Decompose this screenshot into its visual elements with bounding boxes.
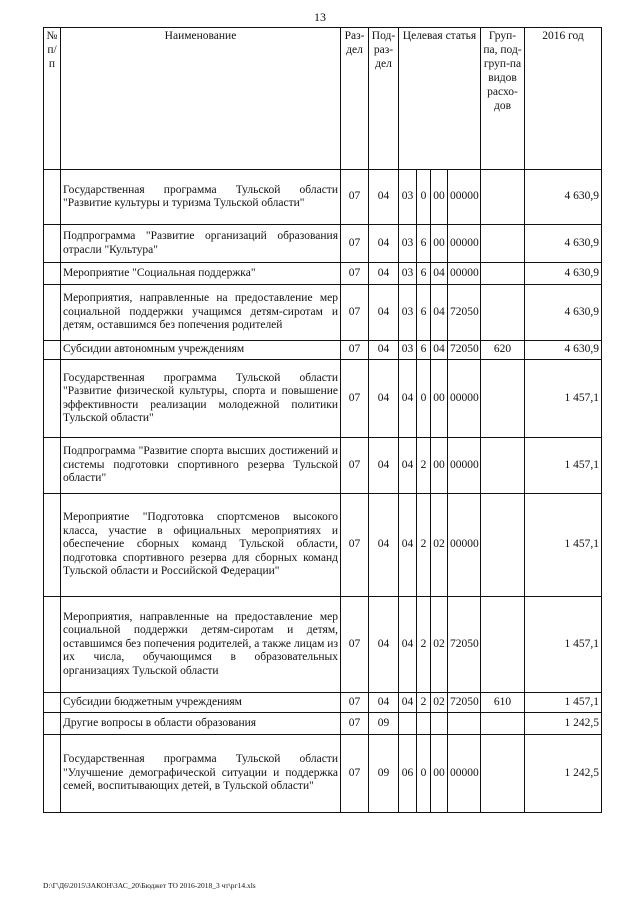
file-path: D:\Г\Д6\2015\ЗАКОН\ЗАС_20\Бюджет ТО 2016-2018_3 чт\рг14.xls <box>43 881 256 890</box>
page-number: 13 <box>314 10 326 24</box>
row-expense-group: 610 <box>481 693 525 713</box>
row-target-program: 04 <box>399 438 417 494</box>
row-expense-group: 620 <box>481 341 525 360</box>
row-section: 07 <box>341 285 369 341</box>
table-row <box>44 263 602 285</box>
table-row <box>44 735 602 813</box>
row-subsection: 04 <box>369 494 399 597</box>
row-expense-group <box>481 225 525 263</box>
row-target-measure: 00 <box>431 438 448 494</box>
row-section: 07 <box>341 225 369 263</box>
row-subsection: 04 <box>369 263 399 285</box>
row-section: 07 <box>341 263 369 285</box>
row-target-subprogram: 0 <box>417 360 431 438</box>
row-target-subprogram: 2 <box>417 438 431 494</box>
header-row <box>44 28 602 170</box>
row-target-subprogram: 6 <box>417 263 431 285</box>
row-target-direction: 00000 <box>448 360 481 438</box>
row-amount: 1 242,5 <box>525 713 602 735</box>
row-amount: 1 457,1 <box>525 693 602 713</box>
row-target-program <box>399 713 417 735</box>
row-number <box>44 713 61 735</box>
table-row <box>44 693 602 713</box>
table-row <box>44 494 602 597</box>
row-name: Подпрограмма "Развитие спорта высших достижений и системы подготовки спортивного резерва Тульской области" <box>61 438 341 494</box>
table-row <box>44 360 602 438</box>
column-header-expense-group: Груп-па, под-груп-па видов расхо-дов <box>481 28 525 170</box>
budget-table <box>43 27 602 813</box>
row-amount: 1 457,1 <box>525 438 602 494</box>
row-name: Субсидии автономным учреждениям <box>61 341 341 360</box>
row-subsection: 04 <box>369 170 399 225</box>
row-target-program: 03 <box>399 285 417 341</box>
row-name: Государственная программа Тульской области "Развитие физической культуры, спорта и повышение эффективности реализации молодежной политики Тульской области" <box>61 360 341 438</box>
row-target-measure: 04 <box>431 263 448 285</box>
row-expense-group <box>481 494 525 597</box>
row-target-program: 03 <box>399 170 417 225</box>
row-amount: 4 630,9 <box>525 341 602 360</box>
row-number <box>44 438 61 494</box>
row-target-measure: 02 <box>431 494 448 597</box>
row-number <box>44 263 61 285</box>
row-number <box>44 225 61 263</box>
row-section: 07 <box>341 170 369 225</box>
row-target-direction: 72050 <box>448 341 481 360</box>
row-expense-group <box>481 713 525 735</box>
row-subsection: 09 <box>369 735 399 813</box>
row-number <box>44 494 61 597</box>
row-amount: 1 457,1 <box>525 597 602 693</box>
row-name: Мероприятие "Социальная поддержка" <box>61 263 341 285</box>
row-subsection: 04 <box>369 693 399 713</box>
row-target-program: 03 <box>399 341 417 360</box>
row-name: Государственная программа Тульской области "Улучшение демографической ситуации и поддержка семей, воспитывающих детей, в Тульской области" <box>61 735 341 813</box>
row-target-direction: 00000 <box>448 494 481 597</box>
row-target-direction: 00000 <box>448 170 481 225</box>
row-target-measure: 00 <box>431 360 448 438</box>
row-target-measure: 00 <box>431 735 448 813</box>
row-section: 07 <box>341 360 369 438</box>
row-section: 07 <box>341 341 369 360</box>
row-amount: 4 630,9 <box>525 285 602 341</box>
row-target-subprogram: 2 <box>417 693 431 713</box>
row-target-measure: 00 <box>431 170 448 225</box>
row-subsection: 04 <box>369 225 399 263</box>
table-row <box>44 285 602 341</box>
row-number <box>44 360 61 438</box>
row-subsection: 04 <box>369 438 399 494</box>
row-target-direction: 00000 <box>448 438 481 494</box>
row-subsection: 09 <box>369 713 399 735</box>
row-target-program: 04 <box>399 494 417 597</box>
row-name: Субсидии бюджетным учреждениям <box>61 693 341 713</box>
row-number <box>44 735 61 813</box>
row-section: 07 <box>341 713 369 735</box>
row-number <box>44 285 61 341</box>
row-target-measure: 04 <box>431 341 448 360</box>
row-section: 07 <box>341 597 369 693</box>
column-header-subsection: Под-раз-дел <box>369 28 399 170</box>
row-amount: 4 630,9 <box>525 225 602 263</box>
row-section: 07 <box>341 494 369 597</box>
row-subsection: 04 <box>369 285 399 341</box>
row-target-direction: 72050 <box>448 285 481 341</box>
row-target-direction: 00000 <box>448 263 481 285</box>
row-target-direction: 72050 <box>448 693 481 713</box>
row-target-direction: 00000 <box>448 735 481 813</box>
row-target-subprogram: 6 <box>417 285 431 341</box>
column-header-name: Наименование <box>61 28 341 170</box>
row-target-measure: 02 <box>431 693 448 713</box>
budget-table-body <box>44 170 602 813</box>
row-target-subprogram <box>417 713 431 735</box>
row-expense-group <box>481 263 525 285</box>
row-target-program: 04 <box>399 360 417 438</box>
row-target-direction: 72050 <box>448 597 481 693</box>
row-target-program: 03 <box>399 263 417 285</box>
table-row <box>44 341 602 360</box>
row-number <box>44 341 61 360</box>
row-expense-group <box>481 597 525 693</box>
row-amount: 1 242,5 <box>525 735 602 813</box>
row-number <box>44 597 61 693</box>
row-name: Подпрограмма "Развитие организаций образования отрасли "Культура" <box>61 225 341 263</box>
row-target-program: 06 <box>399 735 417 813</box>
row-section: 07 <box>341 693 369 713</box>
column-header-year: 2016 год <box>525 28 602 170</box>
row-name: Мероприятие "Подготовка спортсменов высокого класса, участие в официальных мероприятиях и обеспечение сборных команд Тульской области, подготовка спортивного резерва для сборных команд Тульской области и Российской Федерации" <box>61 494 341 597</box>
table-row <box>44 597 602 693</box>
row-number <box>44 693 61 713</box>
row-target-measure: 02 <box>431 597 448 693</box>
row-target-subprogram: 0 <box>417 735 431 813</box>
row-amount: 4 630,9 <box>525 170 602 225</box>
row-target-measure: 00 <box>431 225 448 263</box>
row-name: Государственная программа Тульской области "Развитие культуры и туризма Тульской области" <box>61 170 341 225</box>
table-row <box>44 438 602 494</box>
row-name: Мероприятия, направленные на предоставление мер социальной поддержки детям-сиротам и детям, оставшимся без попечения родителей, а также лицам из их числа, обучающимся в образовательных организациях Тульской области <box>61 597 341 693</box>
row-target-measure <box>431 713 448 735</box>
row-expense-group <box>481 360 525 438</box>
row-target-program: 04 <box>399 693 417 713</box>
row-target-direction <box>448 713 481 735</box>
row-subsection: 04 <box>369 597 399 693</box>
row-expense-group <box>481 438 525 494</box>
row-expense-group <box>481 285 525 341</box>
table-row <box>44 225 602 263</box>
table-row <box>44 170 602 225</box>
row-target-subprogram: 0 <box>417 170 431 225</box>
table-row <box>44 713 602 735</box>
row-expense-group <box>481 170 525 225</box>
row-section: 07 <box>341 735 369 813</box>
row-name: Другие вопросы в области образования <box>61 713 341 735</box>
row-target-direction: 00000 <box>448 225 481 263</box>
row-target-subprogram: 6 <box>417 225 431 263</box>
row-amount: 1 457,1 <box>525 360 602 438</box>
row-target-subprogram: 2 <box>417 597 431 693</box>
row-target-measure: 04 <box>431 285 448 341</box>
row-target-subprogram: 6 <box>417 341 431 360</box>
row-target-subprogram: 2 <box>417 494 431 597</box>
row-section: 07 <box>341 438 369 494</box>
row-target-program: 03 <box>399 225 417 263</box>
row-number <box>44 170 61 225</box>
row-expense-group <box>481 735 525 813</box>
column-header-section: Раз-дел <box>341 28 369 170</box>
row-target-program: 04 <box>399 597 417 693</box>
row-subsection: 04 <box>369 360 399 438</box>
row-amount: 4 630,9 <box>525 263 602 285</box>
column-header-target-article: Целевая статья <box>399 28 481 170</box>
column-header-number: № п/ п <box>44 28 61 170</box>
row-name: Мероприятия, направленные на предоставление мер социальной поддержки учащимся детям-сиротам и детям, оставшимся без попечения родителей <box>61 285 341 341</box>
row-subsection: 04 <box>369 341 399 360</box>
row-amount: 1 457,1 <box>525 494 602 597</box>
